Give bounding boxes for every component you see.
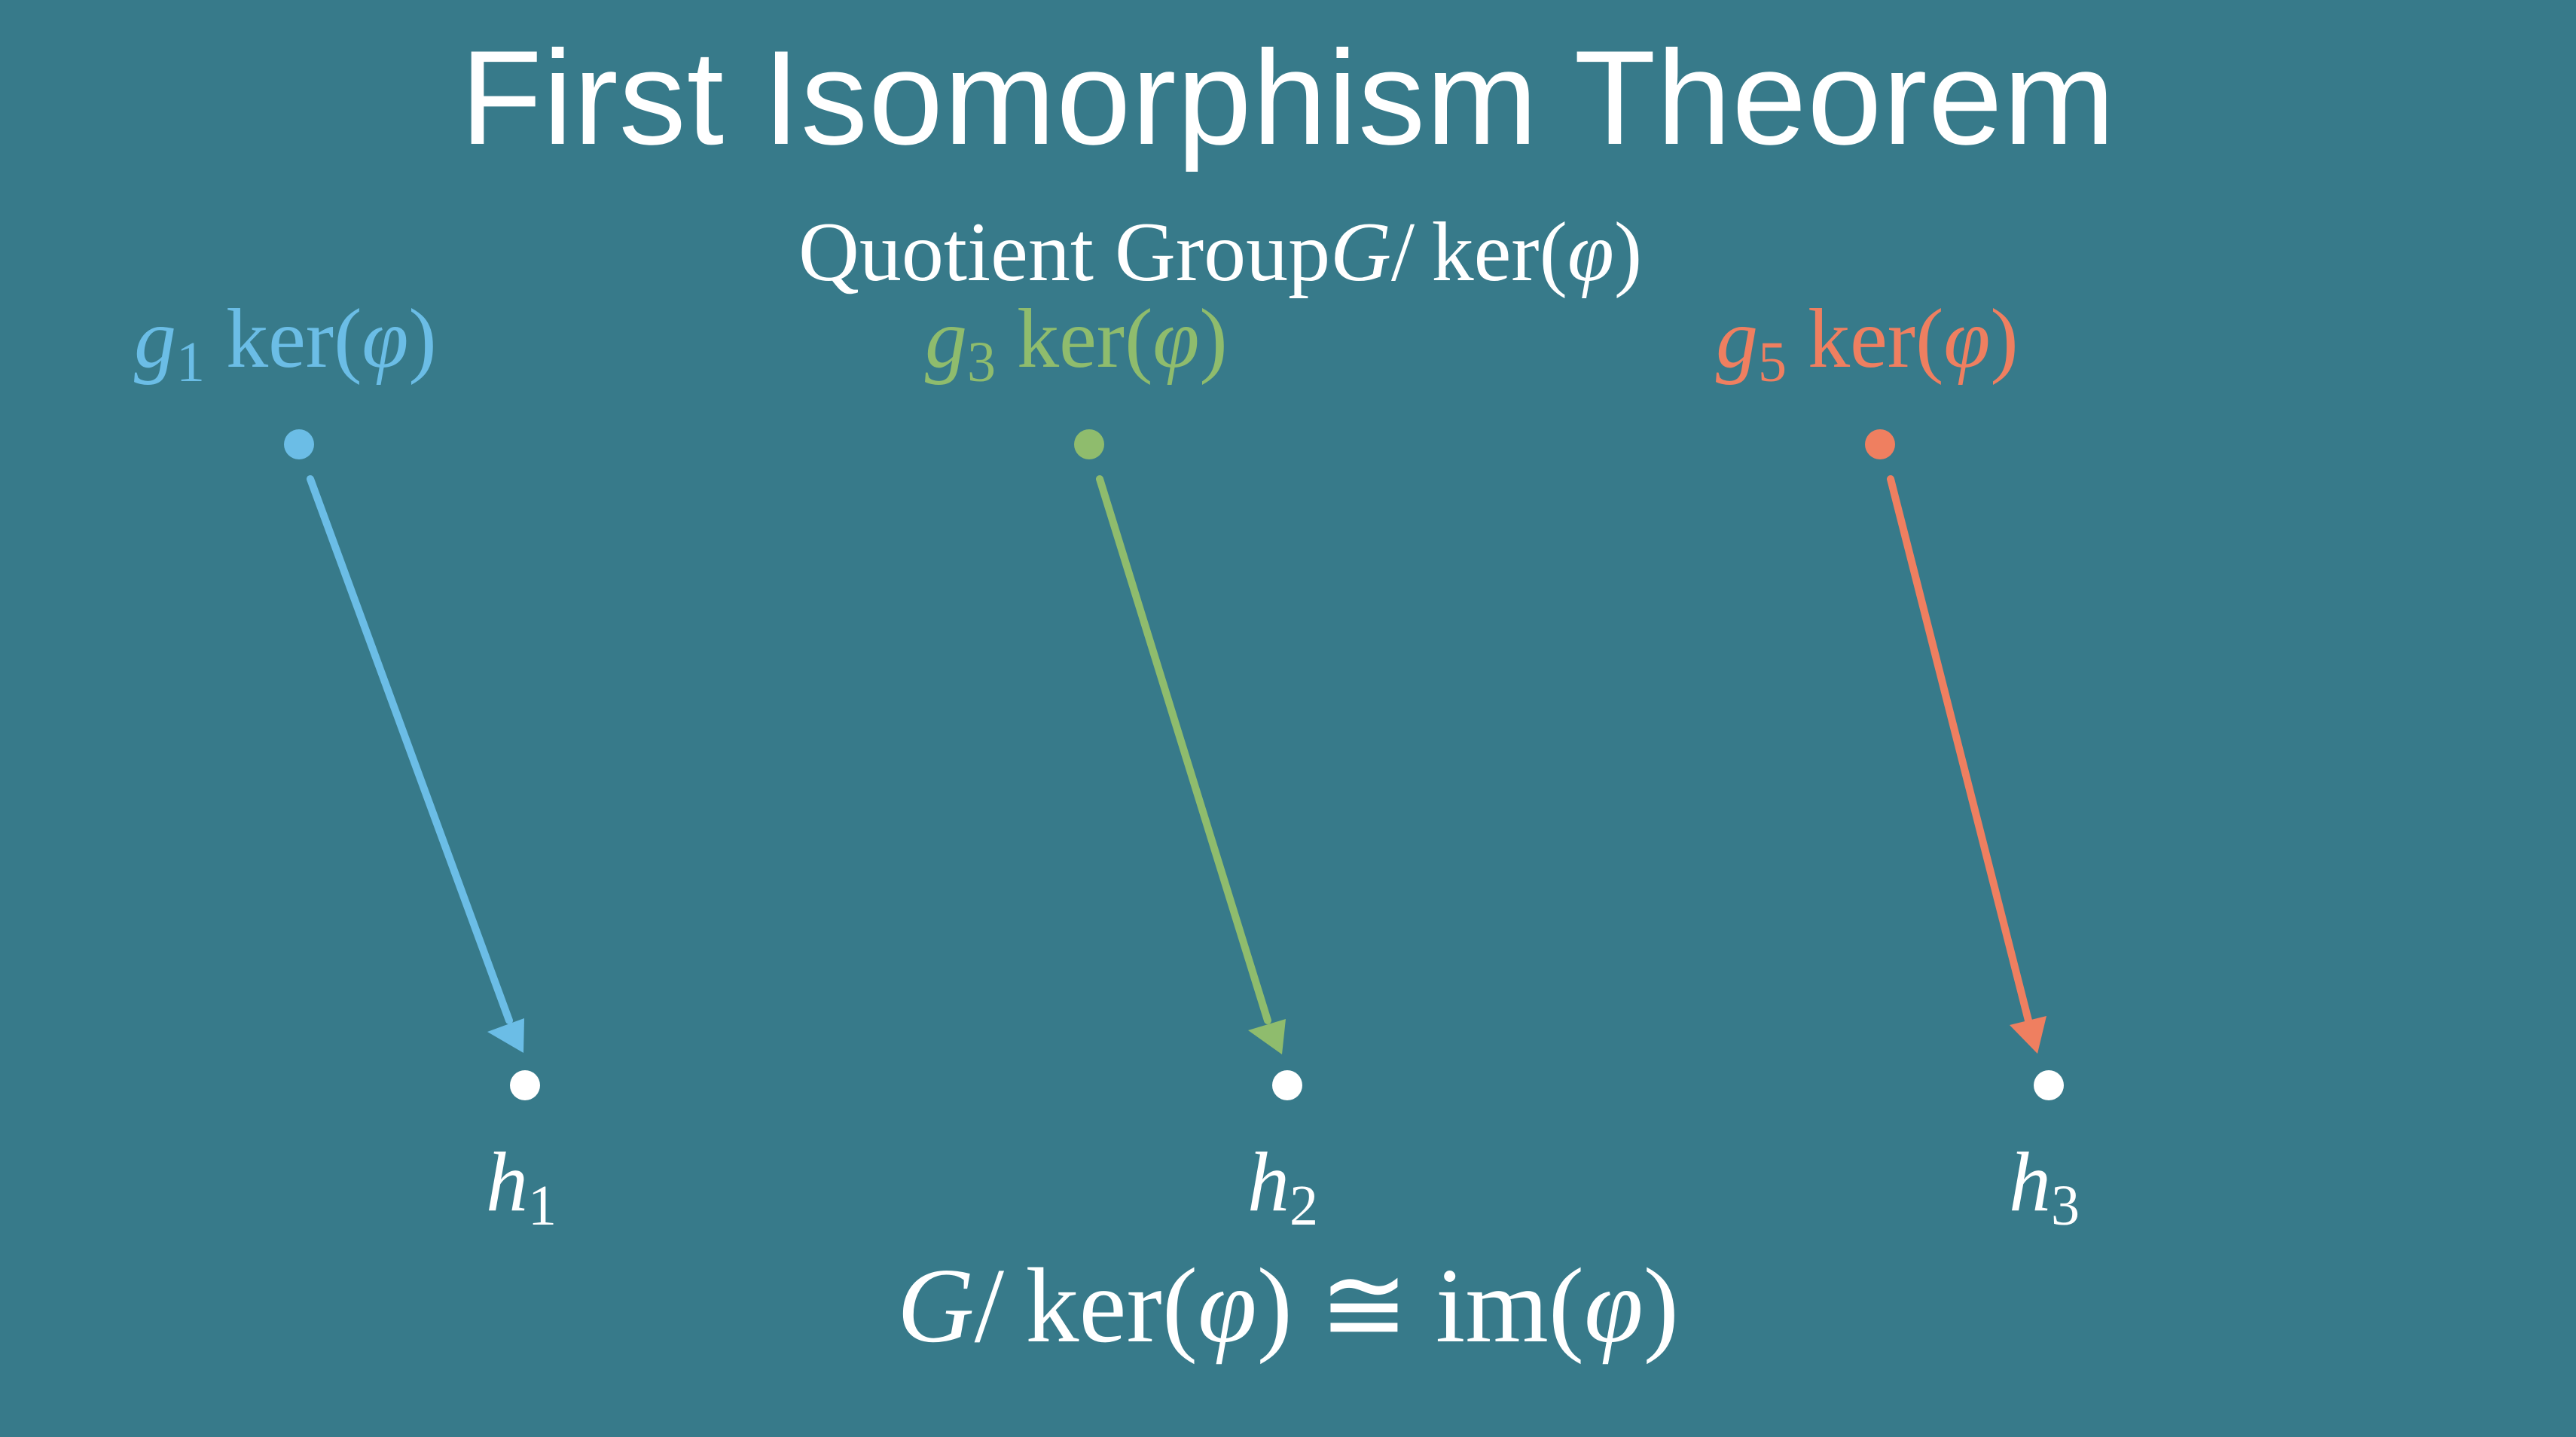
iso-close-2: ) [1643, 1246, 1679, 1365]
isomorphism-statement [0, 1241, 2576, 1369]
arrow-g3-to-h2 [1100, 479, 1286, 1054]
iso-phi-1: φ [1198, 1246, 1257, 1365]
coset-point-g3 [1074, 429, 1104, 459]
coset-index: 3 [967, 331, 997, 395]
quotient-group-symbol: G [1330, 206, 1392, 299]
image-var: h [2009, 1136, 2051, 1229]
iso-symbol: ≅ [1319, 1246, 1409, 1365]
image-index: 2 [1290, 1174, 1319, 1238]
slide-title: First Isomorphism Theorem [460, 23, 2116, 172]
coset-close: ) [408, 292, 437, 386]
image-index: 1 [528, 1174, 557, 1238]
coset-ker: ker( [226, 292, 362, 386]
coset-close: ) [1990, 292, 2019, 386]
coset-ker: ker( [1017, 292, 1153, 386]
image-point-h3 [2034, 1070, 2064, 1100]
coset-ker: ker( [1808, 292, 1944, 386]
arrow-g1-to-h1 [310, 479, 524, 1053]
coset-var: g [1716, 292, 1758, 386]
quotient-phi: φ [1567, 206, 1614, 299]
quotient-close: ) [1613, 206, 1643, 299]
quotient-ker: ker( [1431, 206, 1567, 299]
coset-var: g [134, 292, 176, 386]
image-label-h2 [1247, 1133, 1318, 1255]
coset-point-g5 [1865, 429, 1895, 459]
image-point-h2 [1272, 1070, 1302, 1100]
image-point-h1 [510, 1070, 540, 1100]
image-var: h [486, 1136, 528, 1229]
iso-group: G [897, 1246, 975, 1365]
coset-phi: φ [1943, 292, 1991, 386]
iso-ker: ker( [1025, 1246, 1198, 1365]
coset-point-g1 [284, 429, 314, 459]
coset-close: ) [1199, 292, 1228, 386]
image-label-h3 [2009, 1133, 2080, 1255]
iso-close-1: ) [1256, 1246, 1293, 1365]
image-var: h [1247, 1136, 1290, 1229]
coset-index: 5 [1758, 331, 1787, 395]
coset-phi: φ [1152, 292, 1200, 386]
quotient-group-label: Quotient Group [798, 206, 1331, 299]
image-label-h1 [486, 1133, 557, 1255]
coset-var: g [925, 292, 967, 386]
coset-phi: φ [362, 292, 409, 386]
iso-phi-2: φ [1584, 1246, 1644, 1365]
iso-im: im( [1435, 1246, 1585, 1365]
image-index: 3 [2051, 1174, 2080, 1238]
quotient-slash: / [1391, 206, 1415, 299]
iso-slash: / [974, 1246, 1005, 1365]
arrow-g5-to-h3 [1891, 479, 2046, 1054]
coset-index: 1 [176, 331, 206, 395]
